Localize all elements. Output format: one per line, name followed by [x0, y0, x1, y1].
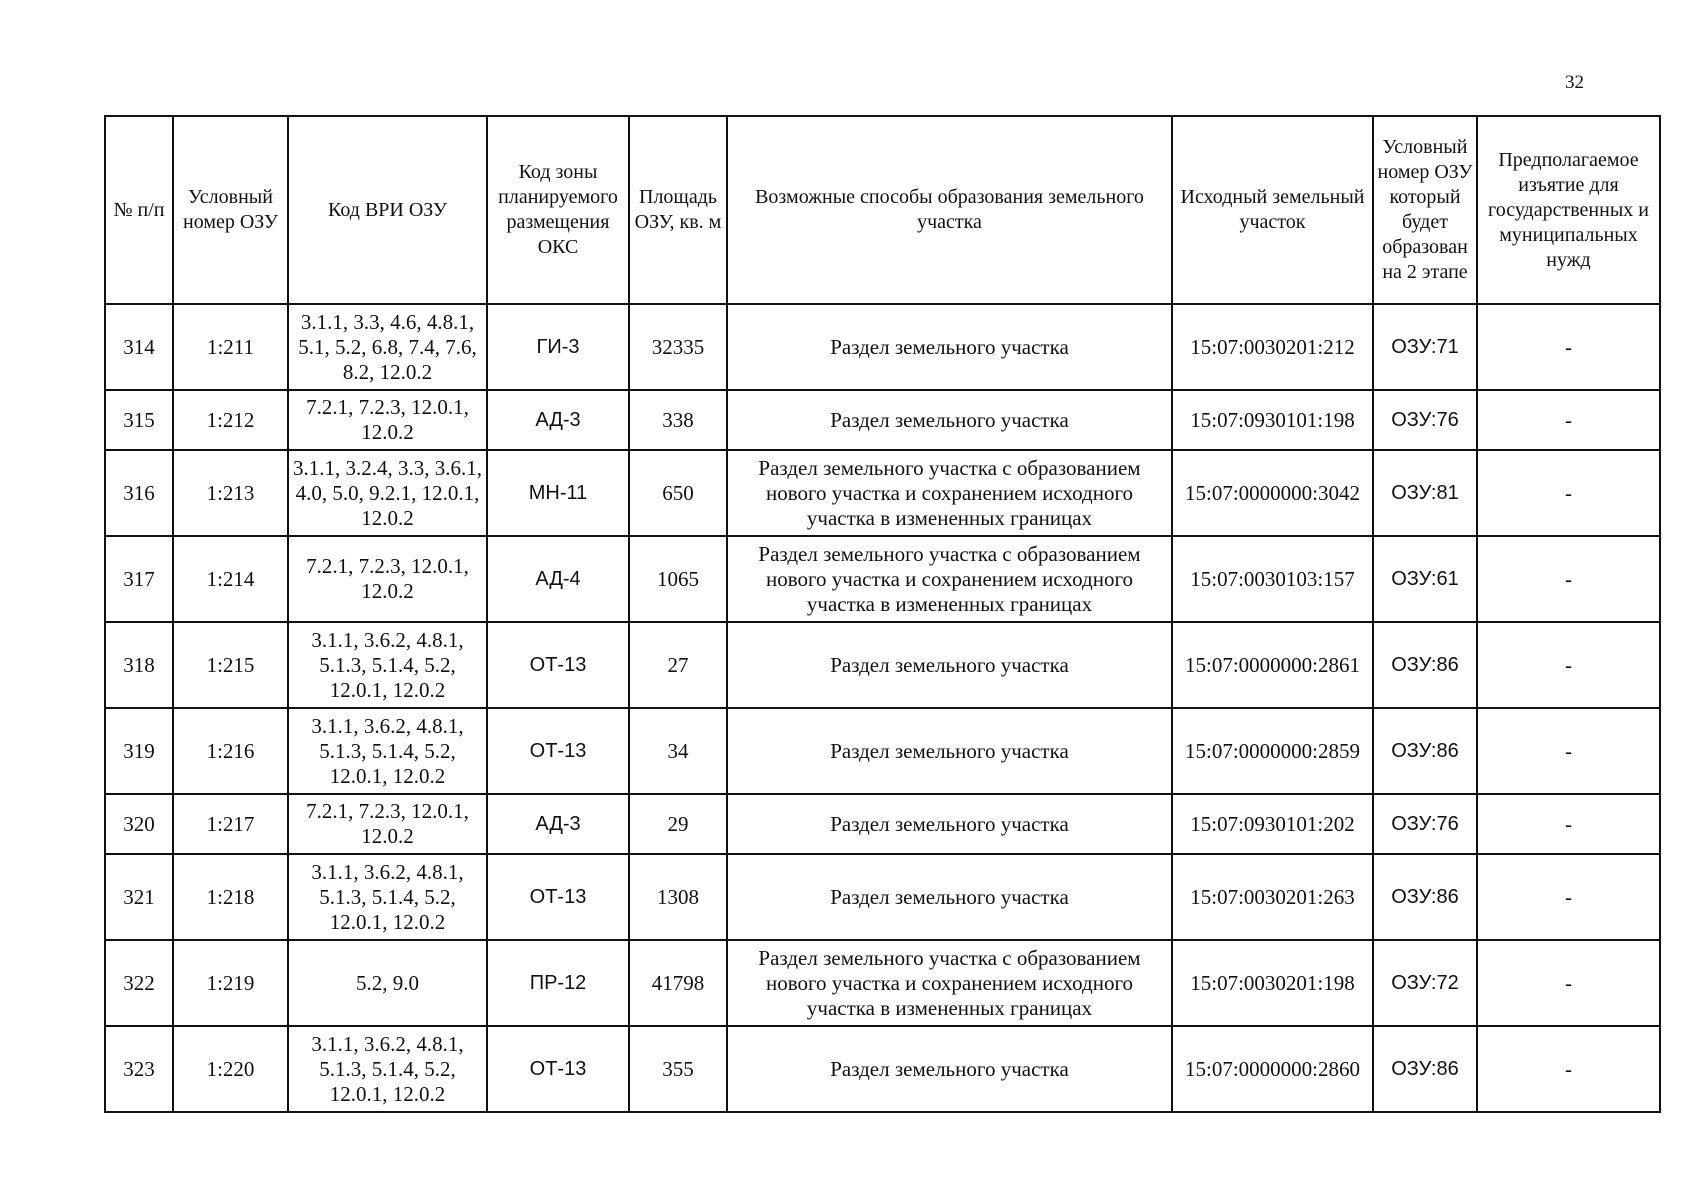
- cell-zone: ОТ-13: [487, 622, 629, 708]
- table-body: [105, 304, 1660, 1112]
- cell-num: 320: [105, 794, 173, 854]
- header-ozu-stage2: Условный номер ОЗУ который будет образован на 2 этапе: [1373, 116, 1477, 304]
- cell-ozu-stage2: ОЗУ:86: [1373, 1026, 1477, 1112]
- cell-cond-num: 1:216: [173, 708, 288, 794]
- cell-ozu-stage2: ОЗУ:61: [1373, 536, 1477, 622]
- page-number: 32: [1565, 72, 1584, 93]
- cell-withdrawal: -: [1477, 304, 1660, 390]
- cell-method: Раздел земельного участка: [727, 708, 1172, 794]
- cell-method: Раздел земельного участка: [727, 304, 1172, 390]
- cell-zone: МН-11: [487, 450, 629, 536]
- cell-ozu-stage2: ОЗУ:76: [1373, 390, 1477, 450]
- cell-num: 319: [105, 708, 173, 794]
- cell-zone: ОТ-13: [487, 708, 629, 794]
- table-row: [105, 622, 1660, 708]
- table-row: [105, 794, 1660, 854]
- header-cond-num: Условный номер ОЗУ: [173, 116, 288, 304]
- table-row: [105, 1026, 1660, 1112]
- table-row: [105, 708, 1660, 794]
- cell-num: 314: [105, 304, 173, 390]
- cell-ozu-stage2: ОЗУ:86: [1373, 854, 1477, 940]
- cell-area: 1308: [629, 854, 727, 940]
- cell-vri: 3.1.1, 3.6.2, 4.8.1, 5.1.3, 5.1.4, 5.2, 12.0.1, 12.0.2: [288, 1026, 487, 1112]
- cell-source: 15:07:0000000:3042: [1172, 450, 1373, 536]
- cell-cond-num: 1:219: [173, 940, 288, 1026]
- cell-source: 15:07:0030201:198: [1172, 940, 1373, 1026]
- header-row: [105, 116, 1660, 304]
- cell-ozu-stage2: ОЗУ:72: [1373, 940, 1477, 1026]
- cell-area: 29: [629, 794, 727, 854]
- header-method: Возможные способы образования земельного участка: [727, 116, 1172, 304]
- table-row: [105, 390, 1660, 450]
- cell-method: Раздел земельного участка с образованием нового участка и сохранением исходного участка в измененных границах: [727, 940, 1172, 1026]
- header-zone: Код зоны планируемого размещения ОКС: [487, 116, 629, 304]
- table-header: [105, 116, 1660, 304]
- cell-zone: ГИ-3: [487, 304, 629, 390]
- cell-vri: 7.2.1, 7.2.3, 12.0.1, 12.0.2: [288, 794, 487, 854]
- cell-vri: 3.1.1, 3.3, 4.6, 4.8.1, 5.1, 5.2, 6.8, 7.4, 7.6, 8.2, 12.0.2: [288, 304, 487, 390]
- cell-vri: 3.1.1, 3.6.2, 4.8.1, 5.1.3, 5.1.4, 5.2, 12.0.1, 12.0.2: [288, 708, 487, 794]
- table-row: [105, 854, 1660, 940]
- cell-vri: 7.2.1, 7.2.3, 12.0.1, 12.0.2: [288, 536, 487, 622]
- cell-withdrawal: -: [1477, 940, 1660, 1026]
- cell-zone: ОТ-13: [487, 854, 629, 940]
- cell-zone: АД-3: [487, 794, 629, 854]
- cell-withdrawal: -: [1477, 794, 1660, 854]
- cell-method: Раздел земельного участка: [727, 854, 1172, 940]
- cell-withdrawal: -: [1477, 390, 1660, 450]
- cell-zone: АД-3: [487, 390, 629, 450]
- cell-area: 32335: [629, 304, 727, 390]
- cell-zone: ОТ-13: [487, 1026, 629, 1112]
- cell-withdrawal: -: [1477, 622, 1660, 708]
- cell-num: 315: [105, 390, 173, 450]
- header-num: № п/п: [105, 116, 173, 304]
- cell-area: 34: [629, 708, 727, 794]
- cell-method: Раздел земельного участка: [727, 794, 1172, 854]
- cell-method: Раздел земельного участка: [727, 1026, 1172, 1112]
- cell-area: 1065: [629, 536, 727, 622]
- cell-num: 317: [105, 536, 173, 622]
- cell-source: 15:07:0030103:157: [1172, 536, 1373, 622]
- header-area: Площадь ОЗУ, кв. м: [629, 116, 727, 304]
- cell-area: 27: [629, 622, 727, 708]
- cell-cond-num: 1:218: [173, 854, 288, 940]
- table-row: [105, 536, 1660, 622]
- header-vri: Код ВРИ ОЗУ: [288, 116, 487, 304]
- cell-ozu-stage2: ОЗУ:76: [1373, 794, 1477, 854]
- cell-area: 650: [629, 450, 727, 536]
- cell-cond-num: 1:213: [173, 450, 288, 536]
- cell-source: 15:07:0000000:2860: [1172, 1026, 1373, 1112]
- header-source: Исходный земельный участок: [1172, 116, 1373, 304]
- cell-area: 355: [629, 1026, 727, 1112]
- cell-source: 15:07:0000000:2861: [1172, 622, 1373, 708]
- cell-source: 15:07:0930101:202: [1172, 794, 1373, 854]
- table-row: [105, 450, 1660, 536]
- cell-cond-num: 1:217: [173, 794, 288, 854]
- cell-cond-num: 1:211: [173, 304, 288, 390]
- cell-area: 338: [629, 390, 727, 450]
- cell-source: 15:07:0000000:2859: [1172, 708, 1373, 794]
- cell-zone: АД-4: [487, 536, 629, 622]
- cell-ozu-stage2: ОЗУ:81: [1373, 450, 1477, 536]
- cell-area: 41798: [629, 940, 727, 1026]
- cell-vri: 3.1.1, 3.6.2, 4.8.1, 5.1.3, 5.1.4, 5.2, 12.0.1, 12.0.2: [288, 622, 487, 708]
- cell-ozu-stage2: ОЗУ:86: [1373, 622, 1477, 708]
- cell-num: 318: [105, 622, 173, 708]
- cell-num: 322: [105, 940, 173, 1026]
- cell-num: 323: [105, 1026, 173, 1112]
- cell-method: Раздел земельного участка: [727, 390, 1172, 450]
- cell-cond-num: 1:215: [173, 622, 288, 708]
- cell-method: Раздел земельного участка: [727, 622, 1172, 708]
- cell-withdrawal: -: [1477, 708, 1660, 794]
- cell-num: 321: [105, 854, 173, 940]
- cell-cond-num: 1:220: [173, 1026, 288, 1112]
- cell-vri: 7.2.1, 7.2.3, 12.0.1, 12.0.2: [288, 390, 487, 450]
- cell-cond-num: 1:212: [173, 390, 288, 450]
- cell-method: Раздел земельного участка с образованием нового участка и сохранением исходного участка в измененных границах: [727, 536, 1172, 622]
- cell-zone: ПР-12: [487, 940, 629, 1026]
- header-withdrawal: Предполагаемое изъятие для государственных и муниципальных нужд: [1477, 116, 1660, 304]
- cell-ozu-stage2: ОЗУ:86: [1373, 708, 1477, 794]
- cell-source: 15:07:0930101:198: [1172, 390, 1373, 450]
- cell-withdrawal: -: [1477, 854, 1660, 940]
- cell-withdrawal: -: [1477, 1026, 1660, 1112]
- cell-cond-num: 1:214: [173, 536, 288, 622]
- table-row: [105, 940, 1660, 1026]
- land-plots-table: [104, 115, 1661, 1113]
- cell-withdrawal: -: [1477, 536, 1660, 622]
- cell-source: 15:07:0030201:212: [1172, 304, 1373, 390]
- cell-vri: 3.1.1, 3.2.4, 3.3, 3.6.1, 4.0, 5.0, 9.2.1, 12.0.1, 12.0.2: [288, 450, 487, 536]
- cell-ozu-stage2: ОЗУ:71: [1373, 304, 1477, 390]
- cell-method: Раздел земельного участка с образованием нового участка и сохранением исходного участка в измененных границах: [727, 450, 1172, 536]
- cell-source: 15:07:0030201:263: [1172, 854, 1373, 940]
- cell-num: 316: [105, 450, 173, 536]
- cell-withdrawal: -: [1477, 450, 1660, 536]
- cell-vri: 5.2, 9.0: [288, 940, 487, 1026]
- cell-vri: 3.1.1, 3.6.2, 4.8.1, 5.1.3, 5.1.4, 5.2, 12.0.1, 12.0.2: [288, 854, 487, 940]
- table-row: [105, 304, 1660, 390]
